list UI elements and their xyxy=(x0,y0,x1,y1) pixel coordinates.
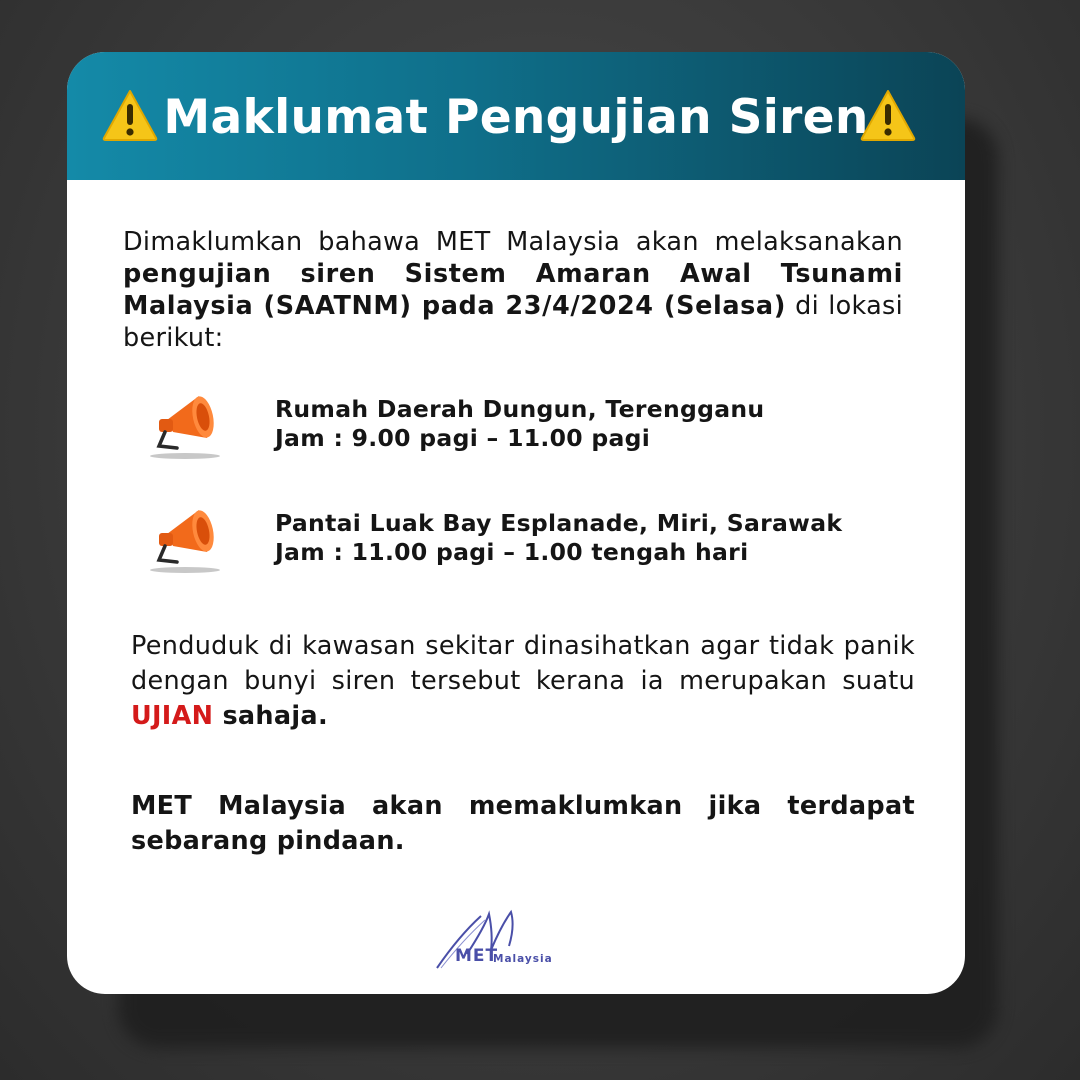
location-item xyxy=(147,382,907,462)
amendment-notice: MET Malaysia akan memaklumkan jika terdapat sebarang pindaan. xyxy=(131,791,915,856)
location-time: Jam : 9.00 pagi – 11.00 pagi xyxy=(275,424,651,452)
advice-paragraph xyxy=(131,629,915,734)
header-banner xyxy=(67,52,965,180)
advice-text-end: sahaja. xyxy=(213,701,328,731)
logo-malaysia-text: Malaysia xyxy=(493,953,553,965)
megaphone-icon xyxy=(147,386,227,462)
intro-paragraph xyxy=(123,226,903,354)
met-malaysia-logo xyxy=(429,906,579,976)
logo-swoosh xyxy=(429,906,579,976)
location-details xyxy=(275,509,842,567)
warning-icon xyxy=(859,88,917,142)
location-details xyxy=(275,395,764,453)
page-title: Maklumat Pengujian Siren xyxy=(163,90,869,145)
intro-bold-text: pengujian siren Sistem Amaran Awal Tsunami Malaysia (SAATNM) pada 23/4/2024 (Selasa) xyxy=(123,259,903,321)
location-place: Rumah Daerah Dungun, Terengganu xyxy=(275,395,765,423)
notice-card xyxy=(67,52,965,994)
intro-text-end: di lokasi berikut: xyxy=(123,291,904,353)
location-time: Jam : 11.00 pagi – 1.00 tengah hari xyxy=(275,538,749,566)
advice-text-start: Penduduk di kawasan sekitar dinasihatkan agar tidak panik dengan bunyi siren tersebut kerana ia merupakan suatu xyxy=(131,631,915,696)
test-highlight: UJIAN xyxy=(131,701,214,731)
megaphone-icon xyxy=(147,500,227,576)
intro-text-start: Dimaklumkan bahawa MET Malaysia akan melaksanakan xyxy=(123,227,903,257)
logo-met-text: MET xyxy=(455,946,499,966)
location-item xyxy=(147,496,907,576)
location-place: Pantai Luak Bay Esplanade, Miri, Sarawak xyxy=(275,509,843,537)
